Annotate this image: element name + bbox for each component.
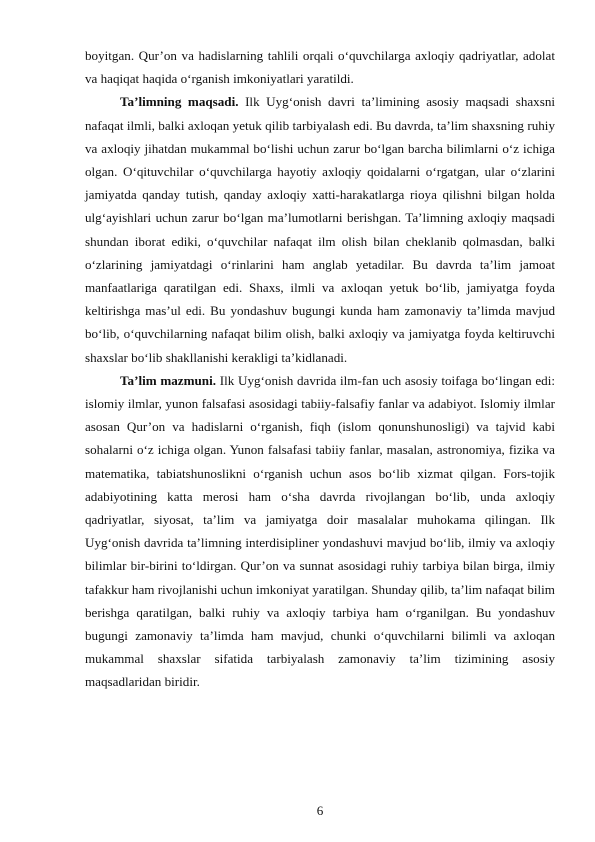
paragraph-continuation: [85, 44, 555, 90]
paragraph-text: Ilk Uyg‘onish davrida ilm-fan uch asosiy toifaga bo‘lingan edi: islomiy ilmlar, yunon falsafasi asosidagi tabiiy-falsafiy fanlar va adabiyot. Islomiy ilmlar asosan Qur’on va hadislarni o‘rganish, fiqh (islom qonunshunosligi) va tajvid kabi sohalarni o‘z ichiga olgan. Yunon falsafasi tabiiy fanlar, masalan, astronomiya, fizika va matematika, tabiatshunoslikni o‘rganish uchun asos bo‘lib xizmat qilgan. Fors-tojik adabiyotining katta merosi ham o‘sha davrda rivojlangan bo‘lib, unda axloqiy qadriyatlar, siyosat, ta’lim va jamiyatga doir masalalar muhokama qilingan. Ilk Uyg‘onish davrida ta’limning interdisipliner yondashuvi mavjud bo‘lib, ilmiy va axloqiy bilimlar bir-birini to‘ldirgan. Qur’on va sunnat asosidagi ruhiy tarbiya bilan birga, ilmiy tafakkur ham rivojlanishi uchun imkoniyat yaratilgan. Shunday qilib, ta’lim nafaqat bilim berishga qaratilgan, balki ruhiy va axloqiy tarbiya ham o‘rganilgan. Bu yondashuv bugungi zamonaviy ta’limda ham mavjud, chunki o‘quvchilarni bilimli va axloqan mukammal shaxslar sifatida tarbiyalash zamonaviy ta’lim tizimining asosiy maqsadlaridan biridir.: [85, 372, 555, 690]
paragraph-learning-content: [85, 369, 555, 694]
paragraph-text: boyitgan. Qur’on va hadislarning tahlili orqali o‘quvchilarga axloqiy qadriyatlar, adolat va haqiqat haqida o‘rganish imkoniyatlari yaratildi.: [85, 48, 555, 87]
page-number: 6: [316, 803, 324, 818]
paragraph-text: Ilk Uyg‘onish davri ta’limining asosiy maqsadi shaxsni nafaqat ilmli, balki axloqan yetuk qilib tarbiyalash edi. Bu davrda, ta’lim shaxsning ruhiy va axloqiy jihatdan mukammal bo‘lishi uchun zarur bo‘lgan barcha bilimlarni o‘z ichiga olgan. O‘qituvchilar o‘quvchilarga hayotiy axloqiy qoidalarni o‘rgatgan, ular o‘zlarini jamiyatda qanday tutish, qanday axloqiy xatti-harakatlarga rioya qilishni bilgan holda ulg‘ayishlari uchun zarur bo‘lgan ma’lumotlarni berishgan. Ta’limning axloqiy maqsadi shundan iborat ediki, o‘quvchilar nafaqat ilm olish bilan cheklanib qolmasdan, balki o‘zlarining jamiyatdagi o‘rinlarini ham anglab yetadilar. Bu davrda ta’lim jamoat manfaatlariga qaratilgan edi. Shaxs, ilmli va axloqan yetuk bo‘lib, jamiyatga foyda keltirishga mas’ul edi. Bu yondashuv bugungi kunda ham zamonaviy ta’limda mavjud bo‘lib, o‘quvchilarning nafaqat bilim olish, balki axloqiy va jamiyatga foyda keltiruvchi shaxslar bo‘lib shakllanishi kerakligi ta’kidlanadi.: [85, 94, 556, 365]
paragraph-heading: Ta’lim mazmuni.: [120, 372, 216, 388]
document-page: [85, 44, 555, 694]
paragraph-heading: Ta’limning maqsadi.: [120, 94, 239, 110]
paragraph-learning-goal: [85, 90, 555, 368]
